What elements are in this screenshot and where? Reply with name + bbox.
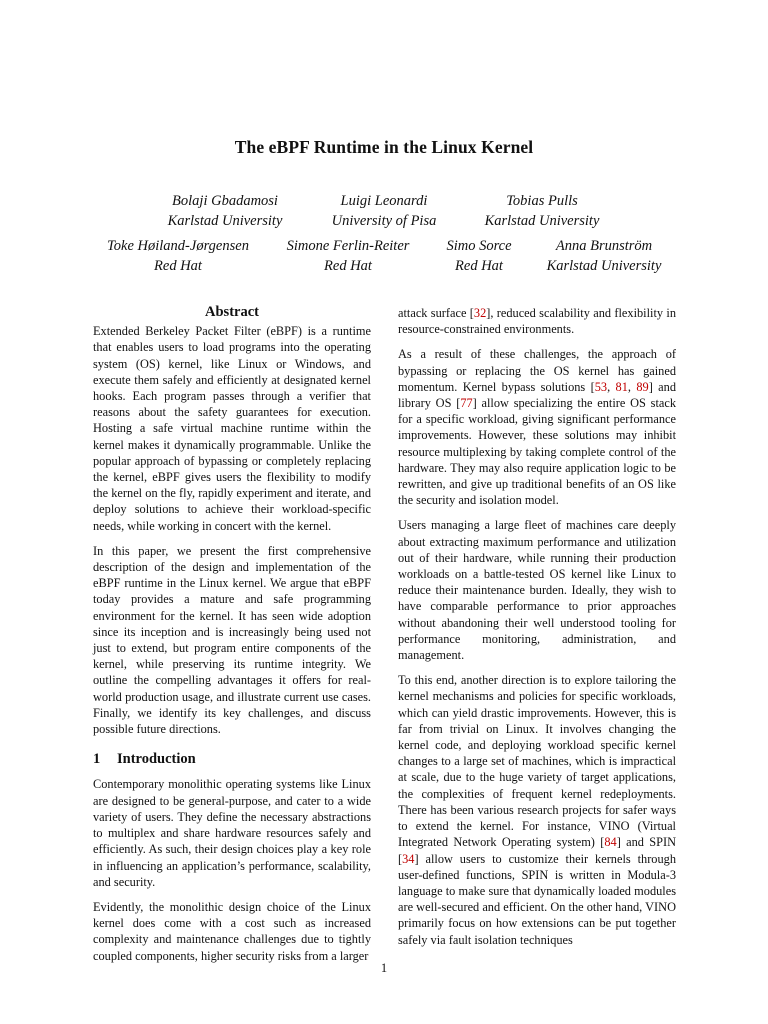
citation-link[interactable]: 34 <box>402 851 415 866</box>
author-block <box>467 191 617 231</box>
body-paragraph: Evidently, the monolithic design choice of the Linux kernel does come with a cost such as increased complexity and maintenance challenges due to tightly coupled components, higher security risks from a larger <box>93 899 371 963</box>
author-block <box>278 236 418 276</box>
section-heading <box>93 751 371 767</box>
citation-link[interactable]: 89 <box>636 379 649 394</box>
abstract-paragraph: Extended Berkeley Packet Filter (eBPF) is a runtime that enables users to load programs into the operating system (OS) kernel, like Linux or Windows, and execute them safely and efficiently at designated kernel hooks. Each program passes through a verifier that reasons about the safety guarantees for execution. Hosting a safe virtual machine runtime within the kernel makes it dynamically programmable. Unlike the popular approach of bypassing or completely replacing the kernel, eBPF gives users the flexibility to modify the kernel on the fly, rapidly experiment and iterate, and deploy solutions to achieve their workload-specific needs, while working in concert with the kernel. <box>93 324 371 533</box>
author-name: Toke Høiland-Jørgensen <box>107 238 249 254</box>
citation-link[interactable]: 84 <box>604 835 617 850</box>
author-affiliation: Red Hat <box>154 258 202 274</box>
author-affiliation: Karlstad University <box>167 213 283 229</box>
section-title: Introduction <box>117 751 196 768</box>
author-block <box>95 236 261 276</box>
author-name: Luigi Leonardi <box>340 193 428 209</box>
author-affiliation: Red Hat <box>324 258 372 274</box>
left-column <box>93 304 371 973</box>
citation-link[interactable]: 81 <box>615 379 628 394</box>
citation-link[interactable]: 32 <box>473 306 487 320</box>
author-affiliation: Karlstad University <box>484 213 600 229</box>
author-name: Anna Brunström <box>555 238 653 254</box>
body-paragraph: As a result of these challenges, the approach of bypassing or replacing the OS kernel has gained momentum. Kernel bypass solutions [53, 81, 89] and library OS [77] allow specializing the entire OS stack for a specific workload, giving significant performance improvements. However, these solutions may inhibit resource multiplexing by taking complete control of the hardware. They may also require application logic to be rewritten, and give up traditional benefits of an OS like the security and isolation model. <box>398 347 676 508</box>
body-paragraph: attack surface [32], reduced scalability and flexibility in resource-constrained environments. <box>398 306 676 337</box>
author-affiliation: University of Pisa <box>331 213 437 229</box>
body-paragraph: Contemporary monolithic operating systems like Linux are designed to be general-purpose, and cater to a wide variety of users. They define the necessary abstractions to multiplex and share hardware resources safely and efficiently. As such, their design choices play a key role in influencing an application’s performance, scalability, and security. <box>93 777 371 889</box>
author-name: Tobias Pulls <box>506 193 578 209</box>
abstract-paragraph: In this paper, we present the first comprehensive description of the design and implementation of the eBPF runtime in the Linux kernel. We argue that eBPF today provides a mature and safe programming environment for the kernel. It has seen wide adoption since its inception and is increasingly being used not just to extend, but program entire components of the kernel, while preserving its runtime integrity. We outline the compelling advantages it offers for real-world production usage, and illustrate current use cases. Finally, we identify its key challenges, and discuss possible future directions. <box>93 543 371 737</box>
author-block <box>536 236 672 276</box>
author-name: Simone Ferlin-Reiter <box>286 238 410 254</box>
section-number: 1 <box>93 751 101 768</box>
citation-link[interactable]: 53 <box>594 379 608 394</box>
abstract-heading: Abstract <box>205 304 259 320</box>
author-name: Simo Sorce <box>446 238 512 254</box>
page-number: 1 <box>380 961 388 975</box>
author-affiliation: Karlstad University <box>546 258 662 274</box>
author-name: Bolaji Gbadamosi <box>172 193 278 209</box>
author-block <box>150 191 300 231</box>
author-block <box>434 236 524 276</box>
body-paragraph: To this end, another direction is to explore tailoring the kernel mechanisms and policies for specific workloads, which can yield drastic improvements. However, this is far from trivial on Linux. It involves changing the kernel code, and deploying workload specific kernel changes to a large set of machines, which is impractical at scale, due to the huge variety of target applications, the complexities of frequent kernel redeployments. There has been various research projects for safer ways to extend the kernel. For instance, VINO (Virtual Integrated Network Operating system) [84] and SPIN [34] allow users to customize their kernels through user-defined functions, SPIN is written in Modula-3 language to make sure that dynamically loaded modules are well-secured and efficient. On the other hand, VINO primarily focus on how extensions can be put together safely via fault isolation techniques <box>398 673 676 947</box>
author-block <box>309 191 459 231</box>
right-column <box>398 305 676 957</box>
paper-title: The eBPF Runtime in the Linux Kernel <box>234 137 534 157</box>
author-affiliation: Red Hat <box>455 258 503 274</box>
citation-link[interactable]: 77 <box>460 396 473 411</box>
body-paragraph: Users managing a large fleet of machines care deeply about extracting maximum performance and utilization out of their hardware, while running their production workloads on a battle-tested OS kernel like Linux to reduce their maintenance burden. Ideally, they wish to have comparable performance to prior approaches without abandoning their well understood tooling for performance monitoring, administration, and management. <box>398 518 676 663</box>
